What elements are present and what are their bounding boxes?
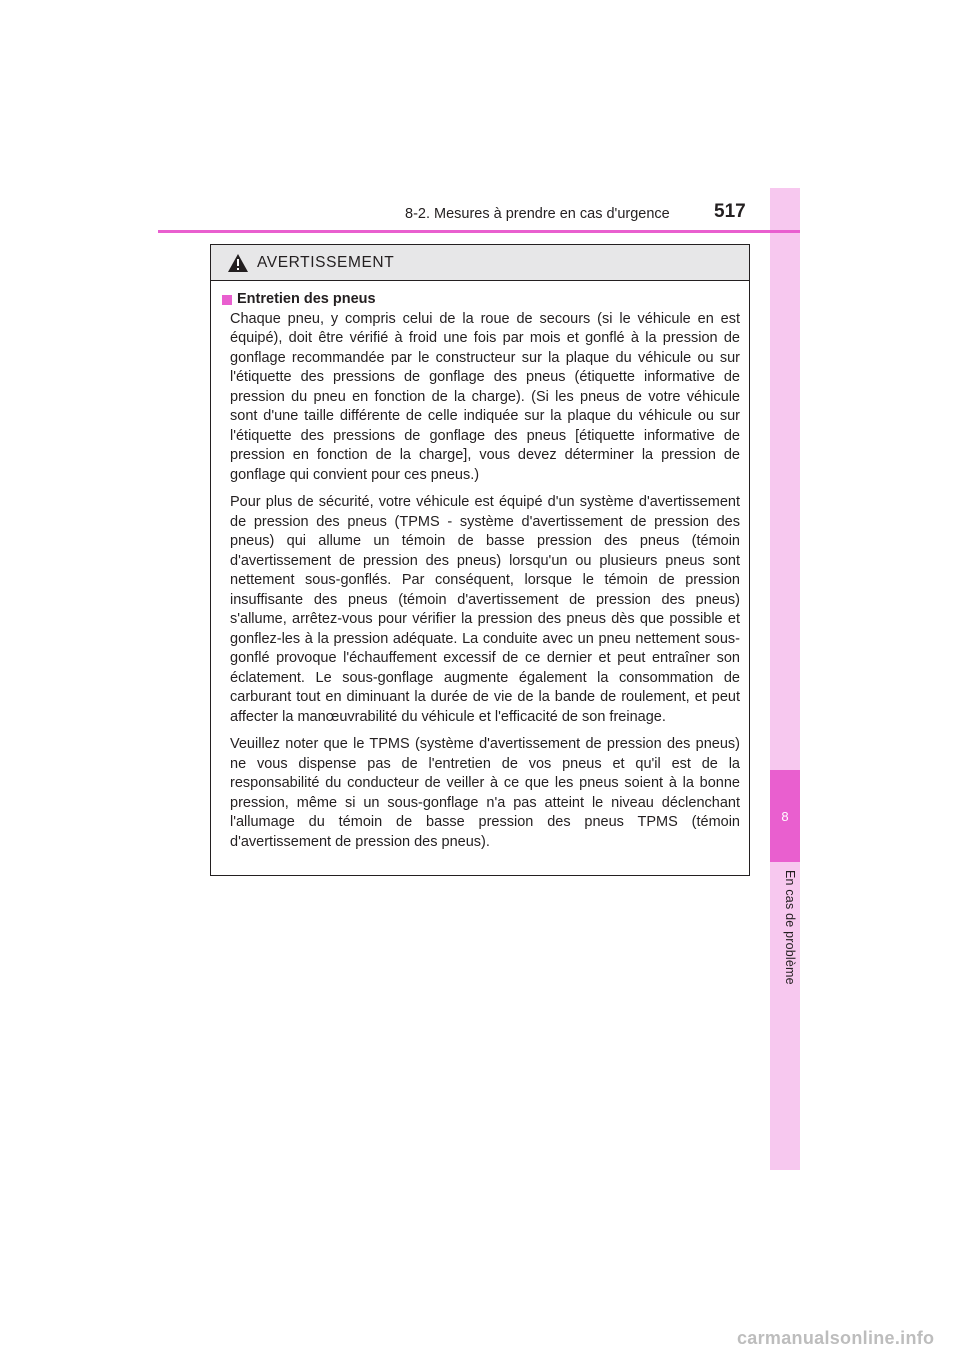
- warning-body: [211, 281, 749, 852]
- header-rule: [158, 230, 800, 233]
- page-number: 517: [714, 201, 746, 222]
- warning-paragraph: Pour plus de sécurité, votre véhicule est équipé d'un système d'avertissement de pression des pneus (TPMS - système d'avertissement de pression des pneus) qui allume un témoin de basse pression des pneus (témoin d'avertissement de pression des pneus) lorsqu'un ou plusieurs pneus sont nettement sous-gonflés. Par conséquent, lorsque le témoin de pression insuffisante des pneus (témoin d'avertissement de pression des pneus) s'allume, arrêtez-vous pour vérifier la pression des pneus dès que possible et gonflez-les à la pression adéquate. La conduite avec un pneu nettement sous-gonflé provoque l'échauffement excessif de ce dernier et peut entraîner son éclatement. Le sous-gonflage augmente également la consommation de carburant tout en diminuant la durée de vie de la bande de roulement, et peut affecter la manœuvrabilité du véhicule et l'efficacité de son freinage.: [230, 494, 740, 725]
- warning-box: [210, 244, 750, 876]
- section-title: 8-2. Mesures à prendre en cas d'urgence: [405, 206, 670, 222]
- warning-paragraph: Chaque pneu, y compris celui de la roue de secours (si le véhicule en est équipé), doit être vérifié à froid une fois par mois et gonflé à la pression de gonflage recommandée par le constructeur sur la plaque du véhicule ou sur l'étiquette des pressions de gonflage des pneus (étiquette informative de pression du pneu en fonction de la charge). (Si les pneus de votre véhicule sont d'une taille différente de celle indiquée sur la plaque du véhicule ou sur l'étiquette des pressions de gonflage des pneus [étiquette informative de pression en fonction de la charge], vous devez déterminer la pression de gonflage qui convient pour ces pneus.): [230, 310, 740, 483]
- chapter-title: En cas de problème: [783, 870, 797, 985]
- subheading-text: Entretien des pneus: [237, 291, 376, 307]
- side-chapter-tab: [770, 188, 800, 1170]
- warning-header: [211, 245, 749, 281]
- watermark: carmanualsonline.info: [737, 1328, 935, 1348]
- chapter-number-badge: [770, 770, 800, 862]
- warning-title: AVERTISSEMENT: [257, 253, 395, 271]
- warning-subheading: [222, 290, 740, 310]
- warning-triangle-icon: [227, 253, 249, 273]
- warning-paragraph: Veuillez noter que le TPMS (système d'avertissement de pression des pneus) ne vous dispense pas de l'entretien de vos pneus et qu'il est de la responsabilité du conducteur de veiller à ce que les pneus soient à la bonne pression, même si un sous-gonflage n'a pas atteint le niveau déclenchant l'allumage du témoin de basse pression des pneus TPMS (témoin d'avertissement de pression des pneus).: [230, 736, 740, 850]
- chapter-number: 8: [781, 808, 789, 824]
- square-bullet-icon: [222, 295, 232, 305]
